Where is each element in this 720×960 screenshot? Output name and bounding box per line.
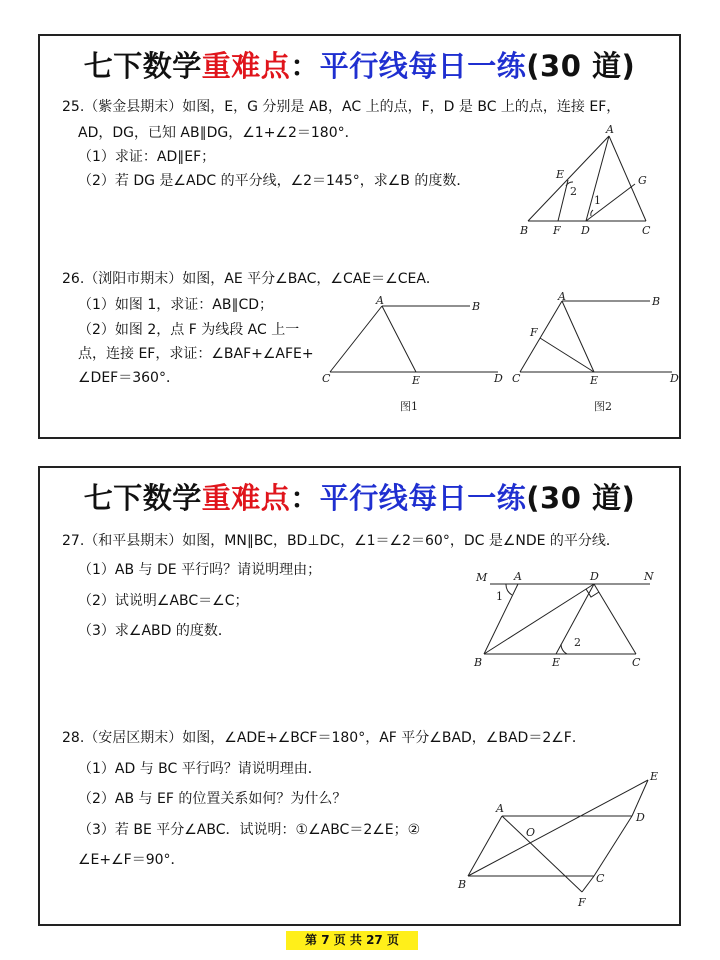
label-B: B [474, 656, 483, 669]
label-F: F [553, 224, 561, 237]
label-A: A [558, 290, 566, 303]
label-angle-1: 1 [594, 194, 601, 207]
problem-27-figure [468, 568, 668, 674]
problem-27-line: （2）试说明∠ABC＝∠C； [78, 593, 249, 609]
label-F: F [578, 896, 586, 909]
problem-26-line: 26.（浏阳市期末）如图，AE 平分∠BAC，∠CAE＝∠CEA． [62, 271, 440, 287]
problem-25-line: 25.（紫金县期末）如图，E，G 分别是 AB，AC 上的点，F，D 是 BC 上的点，连接 EF， [62, 99, 621, 115]
label-N: N [644, 570, 654, 583]
label-C: C [596, 872, 605, 885]
label-angle-2: 2 [574, 636, 581, 649]
label-angle-2: 2 [570, 185, 577, 198]
label-E: E [590, 374, 599, 387]
problem-25-figure [518, 124, 668, 240]
label-G: G [638, 174, 647, 187]
title-part: (30 道) [526, 481, 636, 515]
problem-27-line: （3）求∠ABD 的度数． [78, 623, 232, 639]
worksheet-panel-top [38, 34, 681, 439]
problem-26-figure-2 [510, 288, 682, 416]
label-B: B [472, 300, 481, 313]
problem-26-line: （1）如图 1，求证：AB∥CD； [78, 297, 274, 313]
problem-28-line: 28.（安居区期末）如图，∠ADE+∠BCF＝180°，AF 平分∠BAD，∠BAD＝2∠F． [62, 730, 586, 746]
label-C: C [642, 224, 651, 237]
panel-title [40, 476, 679, 517]
label-D: D [670, 372, 679, 385]
label-E: E [650, 770, 659, 783]
label-D: D [494, 372, 503, 385]
label-B: B [520, 224, 529, 237]
problem-25-line: （1）求证：AD∥EF； [78, 149, 216, 165]
problem-26-figure-1 [320, 294, 510, 416]
label-F: F [530, 326, 538, 339]
title-part: ： [290, 49, 320, 83]
title-highlight-blue: 平行线每日一练 [319, 49, 527, 83]
label-angle-1: 1 [496, 590, 503, 603]
problem-27-line: （1）AB 与 DE 平行吗？请说明理由； [78, 562, 322, 578]
problem-28-line: ∠E+∠F＝90°． [78, 852, 185, 868]
problem-25-line: （2）若 DG 是∠ADC 的平分线，∠2＝145°，求∠B 的度数． [78, 173, 471, 189]
label-C: C [632, 656, 641, 669]
label-D: D [636, 811, 645, 824]
label-M: M [476, 571, 488, 584]
label-E: E [556, 168, 565, 181]
problem-25-line: AD，DG，已知 AB∥DG，∠1+∠2＝180°． [78, 125, 359, 141]
label-D: D [590, 570, 599, 583]
label-O: O [526, 826, 536, 839]
problem-27-line: 27.（和平县期末）如图，MN∥BC，BD⊥DC，∠1＝∠2＝60°，DC 是∠NDE 的平分线． [62, 533, 620, 549]
label-D: D [581, 224, 590, 237]
label-E: E [412, 374, 421, 387]
title-part: 七下数学 [83, 49, 202, 83]
label-A: A [496, 802, 504, 815]
panel-title [40, 44, 679, 85]
label-C: C [322, 372, 331, 385]
problem-28-line: （1）AD 与 BC 平行吗？请说明理由． [78, 761, 322, 777]
label-B: B [652, 295, 661, 308]
title-part: 七下数学 [83, 481, 202, 515]
title-highlight-red: 重难点 [201, 49, 291, 83]
problem-26-line: ∠DEF＝360°． [78, 370, 180, 386]
label-B: B [458, 878, 467, 891]
title-highlight-red: 重难点 [201, 481, 291, 515]
problem-26-line: （2）如图 2，点 F 为线段 AC 上一 [78, 322, 300, 338]
problem-28-line: （3）若 BE 平分∠ABC．试说明：①∠ABC＝2∠E；② [78, 822, 421, 838]
figure-caption: 图2 [594, 400, 612, 413]
title-part: (30 道) [526, 49, 636, 83]
label-A: A [606, 124, 614, 136]
page-number-footer: 第 7 页 共 27 页 [286, 931, 418, 950]
problem-28-figure [454, 768, 666, 910]
label-C: C [512, 372, 521, 385]
problem-26-line: 点，连接 EF，求证：∠BAF+∠AFE+ [78, 346, 314, 362]
problem-28-line: （2）AB 与 EF 的位置关系如何？为什么？ [78, 791, 347, 807]
figure-caption: 图1 [400, 400, 418, 413]
label-A: A [514, 570, 522, 583]
worksheet-panel-bottom [38, 466, 681, 926]
title-part: ： [290, 481, 320, 515]
label-E: E [552, 656, 561, 669]
label-A: A [376, 294, 384, 307]
title-highlight-blue: 平行线每日一练 [319, 481, 527, 515]
